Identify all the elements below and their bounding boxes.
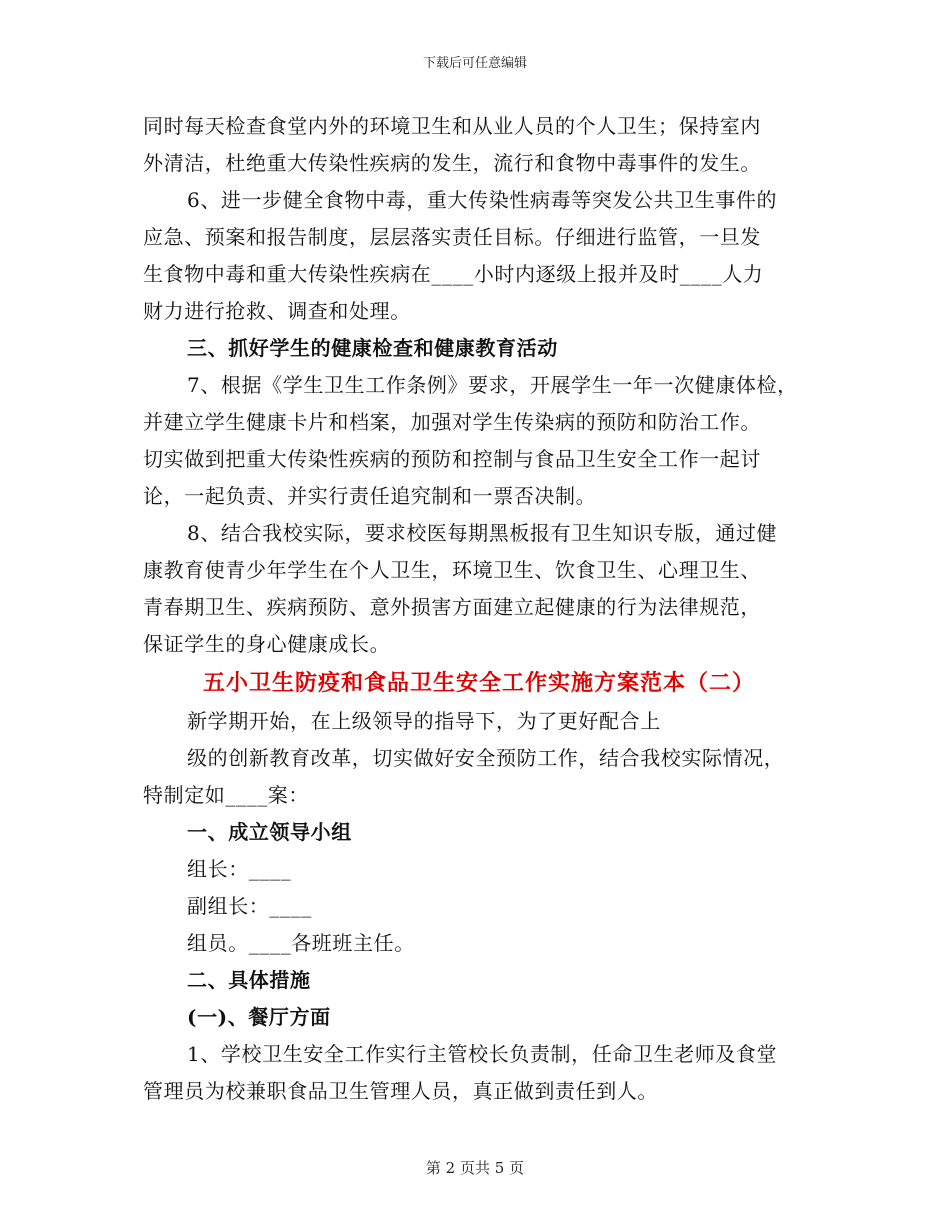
paragraph-line: 组员。____各班班主任。 <box>187 931 415 955</box>
paragraph-line: 外清洁，杜绝重大传染性疾病的发生，流行和食物中毒事件的发生。 <box>143 151 761 175</box>
document-body <box>143 108 823 1110</box>
subsection-heading: (一)、餐厅方面 <box>187 1005 331 1029</box>
paragraph-line: 组长：____ <box>187 857 292 881</box>
paragraph-line: 保证学生的身心健康成长。 <box>143 632 391 656</box>
paragraph-line: 副组长：____ <box>187 894 312 918</box>
paragraph-line: 管理员为校兼职食品卫生管理人员，真正做到责任到人。 <box>143 1079 658 1103</box>
paragraph-line: 同时每天检查食堂内外的环境卫生和从业人员的个人卫生；保持室内 <box>143 114 761 138</box>
paragraph-line: 切实做到把重大传染性疾病的预防和控制与食品卫生安全工作一起讨 <box>143 447 761 471</box>
paragraph-line: 康教育使青少年学生在个人卫生，环境卫生、饮食卫生、心理卫生、 <box>143 558 761 582</box>
paragraph-line: 1、学校卫生安全工作实行主管校长负责制，任命卫生老师及食堂 <box>187 1042 778 1066</box>
paragraph-line: 级的创新教育改革，切实做好安全预防工作，结合我校实际情况， <box>187 746 785 770</box>
section-heading: 二、具体措施 <box>187 968 311 992</box>
paragraph-line: 应急、预案和报告制度，层层落实责任目标。仔细进行监管，一旦发 <box>143 225 761 249</box>
paragraph-line: 青春期卫生、疾病预防、意外损害方面建立起健康的行为法律规范， <box>143 595 761 619</box>
section-heading: 一、成立领导小组 <box>187 820 352 844</box>
paragraph-line: 7、根据《学生卫生工作条例》要求，开展学生一年一次健康体检， <box>187 373 798 397</box>
page-footer: 第 2 页共 5 页 <box>425 1159 525 1177</box>
paragraph-line: 生食物中毒和重大传染性疾病在____小时内逐级上报并及时____人力 <box>143 262 764 286</box>
section-heading: 三、抓好学生的健康检查和健康教育活动 <box>187 336 558 360</box>
paragraph-line: 6、进一步健全食物中毒，重大传染性病毒等突发公共卫生事件的 <box>187 188 778 212</box>
paragraph-line: 财力进行抢救、调查和处理。 <box>143 299 411 323</box>
paragraph-line: 论，一起负责、并实行责任追究制和一票否决制。 <box>143 484 597 508</box>
paragraph-line: 特制定如____案： <box>143 783 309 807</box>
page-header: 下载后可任意编辑 <box>422 56 527 71</box>
paragraph-line: 并建立学生健康卡片和档案，加强对学生传染病的预防和防治工作。 <box>143 410 761 434</box>
paragraph-line: 新学期开始，在上级领导的指导下，为了更好配合上 <box>187 709 661 733</box>
paragraph-line: 8、结合我校实际，要求校医每期黑板报有卫生知识专版，通过健 <box>187 521 778 545</box>
document-title: 五小卫生防疫和食品卫生安全工作实施方案范本（二） <box>202 670 755 696</box>
